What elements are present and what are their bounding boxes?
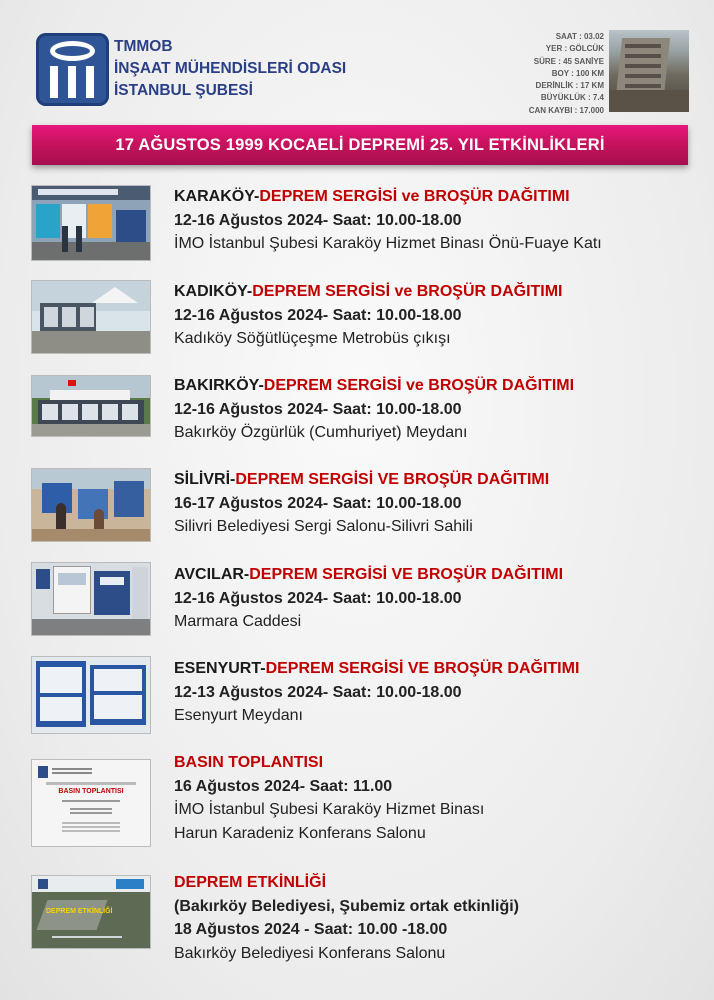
event-title: DEPREM SERGİSİ VE BROŞÜR DAĞITIMI: [235, 471, 550, 488]
logo-bar-mid: [68, 66, 76, 98]
event-place: Bakırköy Özgürlük (Cumhuriyet) Meydanı: [174, 424, 468, 441]
event-photo-avcilar: [32, 563, 150, 635]
event-title: BASIN TOPLANTISI: [174, 754, 324, 771]
org-line-2: İNŞAAT MÜHENDİSLERİ ODASI: [114, 60, 347, 77]
quake-place: YER : GÖLCÜK: [545, 44, 604, 54]
org-line-1: TMMOB: [114, 38, 173, 55]
event-city: KARAKÖY-: [174, 188, 260, 205]
imo-logo: [36, 33, 109, 106]
poster-title: DEPREM ETKİNLİĞİ: [46, 908, 113, 915]
event-date: 16 Ağustos 2024- Saat: 11.00: [174, 777, 393, 795]
event-title: DEPREM ETKİNLİĞİ: [174, 874, 327, 891]
logo-ring: [50, 41, 95, 61]
event-place: Silivri Belediyesi Sergi Salonu-Silivri Sahili: [174, 518, 473, 535]
collapsed-building-photo: [609, 30, 689, 112]
event-date: 12-13 Ağustos 2024- Saat: 10.00-18.00: [174, 683, 462, 701]
event-photo-karakoy: [32, 186, 150, 260]
event-karakoy: [174, 185, 602, 256]
event-photo-bakirkoy: [32, 376, 150, 436]
title-banner: 17 AĞUSTOS 1999 KOCAELİ DEPREMİ 25. YIL ETKİNLİKLERİ: [32, 125, 688, 165]
organization-name: [114, 36, 346, 102]
event-place: Bakırköy Belediyesi Konferans Salonu: [174, 944, 446, 962]
event-city: ESENYURT-: [174, 660, 266, 677]
earthquake-facts: [512, 31, 604, 117]
event-deprem-etkinligi: [174, 871, 519, 965]
event-subtitle: (Bakırköy Belediyesi, Şubemiz ortak etkinliği): [174, 897, 519, 915]
event-place: Marmara Caddesi: [174, 613, 302, 630]
event-avcilar: [174, 563, 563, 634]
event-title: DEPREM SERGİSİ ve BROŞÜR DAĞITIMI: [259, 188, 570, 205]
event-bakirkoy: [174, 374, 574, 445]
quake-magnitude: BÜYÜKLÜK : 7.4: [540, 93, 604, 103]
event-city: AVCILAR-: [174, 566, 250, 583]
event-place: İMO İstanbul Şubesi Karaköy Hizmet Binası: [174, 801, 485, 818]
event-photo-kadikoy: [32, 281, 150, 353]
event-title: DEPREM SERGİSİ ve BROŞÜR DAĞITIMI: [263, 377, 575, 394]
event-press-conference: [174, 751, 484, 845]
event-kadikoy: [174, 280, 563, 351]
event-title: DEPREM SERGİSİ VE BROŞÜR DAĞITIMI: [249, 566, 564, 583]
logo-bar-right: [86, 66, 94, 98]
event-city: KADIKÖY-: [174, 283, 253, 300]
event-date: 12-16 Ağustos 2024- Saat: 10.00-18.00: [174, 589, 462, 607]
event-place: Esenyurt Meydanı: [174, 707, 303, 724]
event-esenyurt: [174, 657, 579, 728]
event-place-2: Harun Karadeniz Konferans Salonu: [174, 824, 426, 842]
event-date: 12-16 Ağustos 2024- Saat: 10.00-18.00: [174, 306, 462, 324]
event-place: Kadıköy Söğütlüçeşme Metrobüs çıkışı: [174, 330, 451, 347]
event-city: BAKIRKÖY-: [174, 377, 264, 394]
event-photo-silivri: [32, 469, 150, 541]
event-date: 12-16 Ağustos 2024- Saat: 10.00-18.00: [174, 400, 462, 418]
event-silivri: [174, 468, 549, 539]
event-date: 18 Ağustos 2024 - Saat: 10.00 -18.00: [174, 921, 448, 938]
event-place: İMO İstanbul Şubesi Karaköy Hizmet Binası Önü-Fuaye Katı: [174, 235, 602, 252]
poster-title: BASIN TOPLANTISI: [58, 788, 124, 795]
quake-length: BOY : 100 KM: [551, 68, 604, 78]
event-date: 16-17 Ağustos 2024- Saat: 10.00-18.00: [174, 494, 462, 512]
event-date: 12-16 Ağustos 2024- Saat: 10.00-18.00: [174, 211, 462, 229]
org-line-3: İSTANBUL ŞUBESİ: [114, 82, 253, 99]
quake-depth: DERİNLİK : 17 KM: [535, 81, 604, 91]
deprem-etkinligi-poster: [32, 876, 150, 948]
event-title: DEPREM SERGİSİ VE BROŞÜR DAĞITIMI: [265, 660, 580, 677]
quake-duration: SÜRE : 45 SANİYE: [533, 56, 604, 66]
event-photo-esenyurt: [32, 657, 150, 733]
quake-time: SAAT : 03.02: [555, 32, 604, 41]
press-conference-poster: [32, 760, 150, 846]
event-title: DEPREM SERGİSİ ve BROŞÜR DAĞITIMI: [252, 283, 563, 300]
logo-bar-left: [50, 66, 58, 98]
quake-casualties: CAN KAYBI : 17.000: [528, 105, 604, 115]
event-city: SİLİVRİ-: [174, 471, 236, 488]
